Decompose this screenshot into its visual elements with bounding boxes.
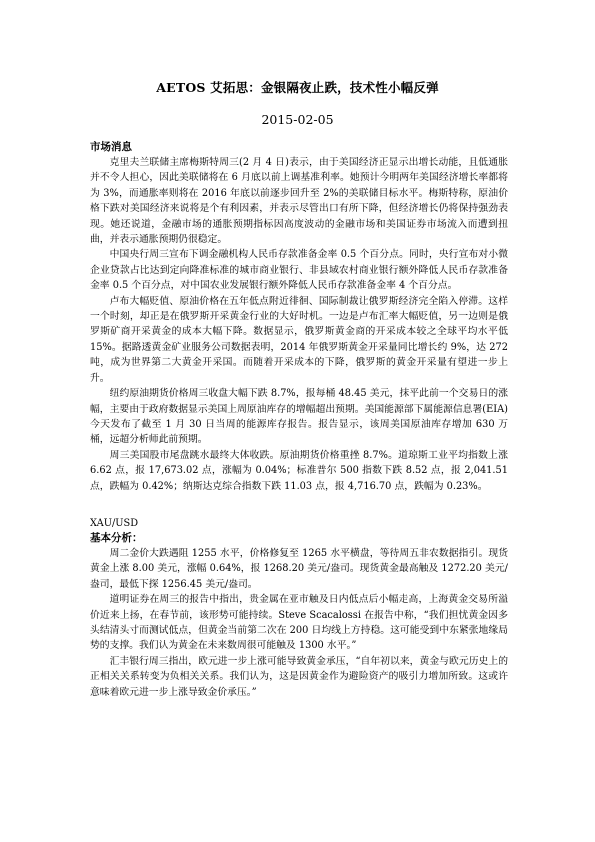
section-spacer	[90, 494, 508, 516]
market-paragraph-4: 纽约原油期货价格周三收盘大幅下跌 8.7%，报每桶 48.45 美元，抹平此前一个交易日的涨幅，主要由于政府数据显示美国上周原油库存的增幅超出预期。美国能源部下属能源信息署(EIA)今天发布了截至 1 月 30 日当周的能源库存报告。报告显示，该周美国原油库存增加 630 万桶，远超分析师此前预期。	[90, 388, 508, 446]
xau-symbol: XAU/USD	[90, 517, 139, 529]
xau-paragraph-3: 汇丰银行周三指出，欧元进一步上涨可能导致黄金承压，“自年初以来，黄金与欧元历史上的正相关关系转变为负相关关系。我们认为，这是因黄金作为避险资产的吸引力增加所致。这或许意味着欧元进一步上涨导致金价承压。”	[90, 655, 508, 698]
market-paragraph-3: 卢布大幅贬值、原油价格在五年低点附近徘徊、国际制裁让俄罗斯经济完全陷入停滞。这样一个时刻，却正是在俄罗斯开采黄金行业的大好时机。一边是卢布汇率大幅贬值，另一边则是俄罗斯矿商开采黄金的成本大幅下降。数据显示，俄罗斯黄金商的开采成本较之全球平均水平低 15%。据路透黄金矿业服务公司数据表明，2014 年俄罗斯黄金开采量同比增长约 9%，达 272 吨，成为世界第二大黄金开采国。而随着开采成本的下降，俄罗斯的黄金开采量有望进一步上升。	[90, 295, 508, 384]
fundamental-analysis-heading: 基本分析：	[90, 531, 143, 544]
document-date: 2015-02-05	[261, 112, 334, 127]
xau-paragraph-2: 道明证券在周三的报告中指出，贵金属在亚市触及日内低点后小幅走高，上海黄金交易所溢价近来上扬，在春节前，该形势可能持续。Steve Scacalossi 在报告中称，“我们担忧黄金因多头结清头寸而测试低点，但黄金当前第二次在 200 日均线上方持稳。这可能受到中东紧张地缘局势的支撑。我们认为黄金在未来数周很可能触及 1300 水平。”	[90, 594, 508, 652]
xau-paragraph-1: 周二金价大跌遇阻 1255 水平，价格修复至 1265 水平横盘，等待周五非农数据指引。现货黄金上涨 8.00 美元，涨幅 0.64%，报 1268.20 美元/盎司。现货黄金最高触及 1272.20 美元/盎司，最低下探 1256.45 美元/盎司。	[90, 547, 508, 590]
market-news-heading: 市场消息	[90, 141, 132, 153]
document-title: AETOS 艾拓思：金银隔夜止跌，技术性小幅反弹	[156, 80, 439, 95]
document-body	[90, 140, 508, 700]
market-paragraph-2: 中国央行周三宣布下调金融机构人民币存款准备金率 0.5 个百分点。同时，央行宣布对小微企业贷款占比达到定向降准标准的城市商业银行、非县域农村商业银行额外降低人民币存款准备金率 0.5 个百分点，对中国农业发展银行额外降低人民币存款准备金率 4 个百分点。	[90, 249, 508, 292]
market-paragraph-1: 克里夫兰联储主席梅斯特周三(2 月 4 日)表示，由于美国经济正显示出增长动能，且低通胀并不令人担心，因此美联储将在 6 月底以前上调基准利率。她预计今明两年美国经济增长率都将为 3%，而通胀率则将在 2016 年底以前逐步回升至 2%的美联储目标水平。梅斯特称，原油价格下跌对美国经济来说将是个有利因素，并表示尽管出口有所下降，但经济增长仍将保持强劲表现。她还说道，金融市场的通胀预期指标因高度波动的金融市场和美国证券市场流入而遭到扭曲，并表示通胀预期仍很稳定。	[90, 157, 508, 246]
market-paragraph-5: 周三美国股市尾盘跳水最终大体收跌。原油期货价格重挫 8.7%。道琼斯工业平均指数上涨 6.62 点，报 17,673.02 点，涨幅为 0.04%；标准普尔 500 指数下跌 8.52 点，报 2,041.51 点，跌幅为 0.42%；纳斯达克综合指数下跌 11.03 点，报 4,716.70 点，跌幅为 0.23%。	[90, 449, 508, 492]
